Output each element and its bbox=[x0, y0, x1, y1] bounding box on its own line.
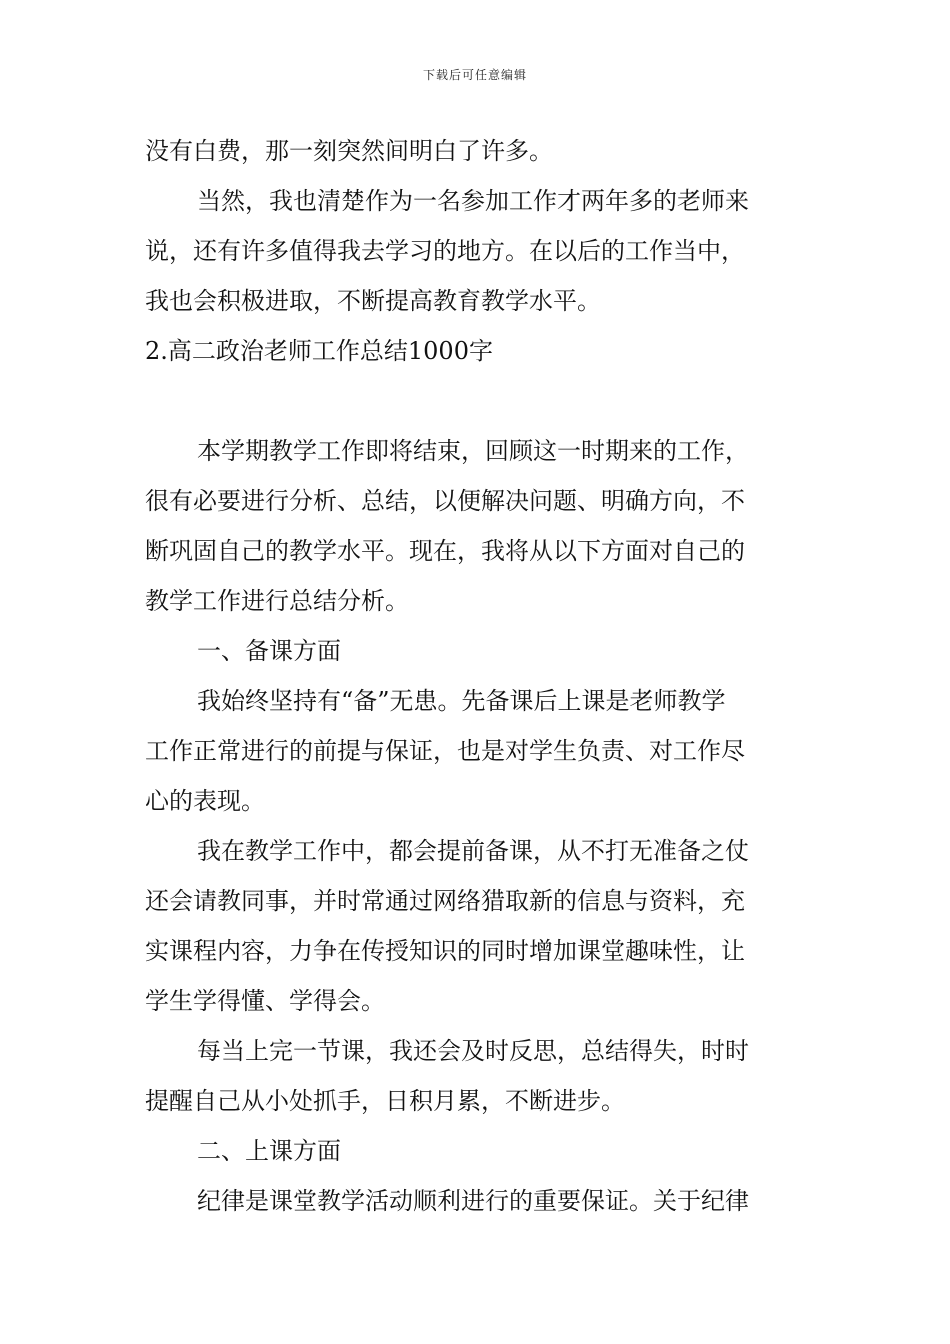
body-line: 纪律是课堂教学活动顺利进行的重要保证。关于纪律 bbox=[197, 1187, 749, 1215]
page-header-note: 下载后可任意编辑 bbox=[422, 68, 527, 82]
body-line: 学生学得懂、学得会。 bbox=[145, 987, 385, 1015]
body-line: 没有白费，那一刻突然间明白了许多。 bbox=[145, 137, 553, 165]
body-line: 提醒自己从小处抓手，日积月累，不断进步。 bbox=[145, 1087, 625, 1115]
body-line: 说，还有许多值得我去学习的地方。在以后的工作当中， bbox=[145, 237, 745, 265]
body-line: 实课程内容，力争在传授知识的同时增加课堂趣味性，让 bbox=[145, 937, 745, 965]
body-line: 心的表现。 bbox=[145, 787, 265, 815]
body-line: 我也会积极进取，不断提高教育教学水平。 bbox=[145, 287, 601, 315]
body-line: 断巩固自己的教学水平。现在，我将从以下方面对自己的 bbox=[145, 537, 745, 565]
body-line: 还会请教同事，并时常通过网络猎取新的信息与资料，充 bbox=[145, 887, 745, 915]
document-body bbox=[145, 126, 810, 1226]
body-line: 我始终坚持有“备”无患。先备课后上课是老师教学 bbox=[197, 687, 726, 715]
subsection-heading: 二、上课方面 bbox=[197, 1137, 341, 1165]
subsection-heading: 一、备课方面 bbox=[197, 637, 341, 665]
body-line: 工作正常进行的前提与保证，也是对学生负责、对工作尽 bbox=[145, 737, 745, 765]
body-line: 我在教学工作中，都会提前备课，从不打无准备之仗 bbox=[197, 837, 749, 865]
body-line: 教学工作进行总结分析。 bbox=[145, 587, 409, 615]
section-heading: 2.高二政治老师工作总结1000字 bbox=[145, 337, 493, 365]
body-line: 每当上完一节课，我还会及时反思，总结得失，时时 bbox=[197, 1037, 749, 1065]
body-line: 当然，我也清楚作为一名参加工作才两年多的老师来 bbox=[197, 187, 749, 215]
body-line: 很有必要进行分析、总结，以便解决问题、明确方向，不 bbox=[145, 487, 745, 515]
body-line: 本学期教学工作即将结束，回顾这一时期来的工作， bbox=[197, 437, 749, 465]
blank-line bbox=[145, 376, 810, 426]
